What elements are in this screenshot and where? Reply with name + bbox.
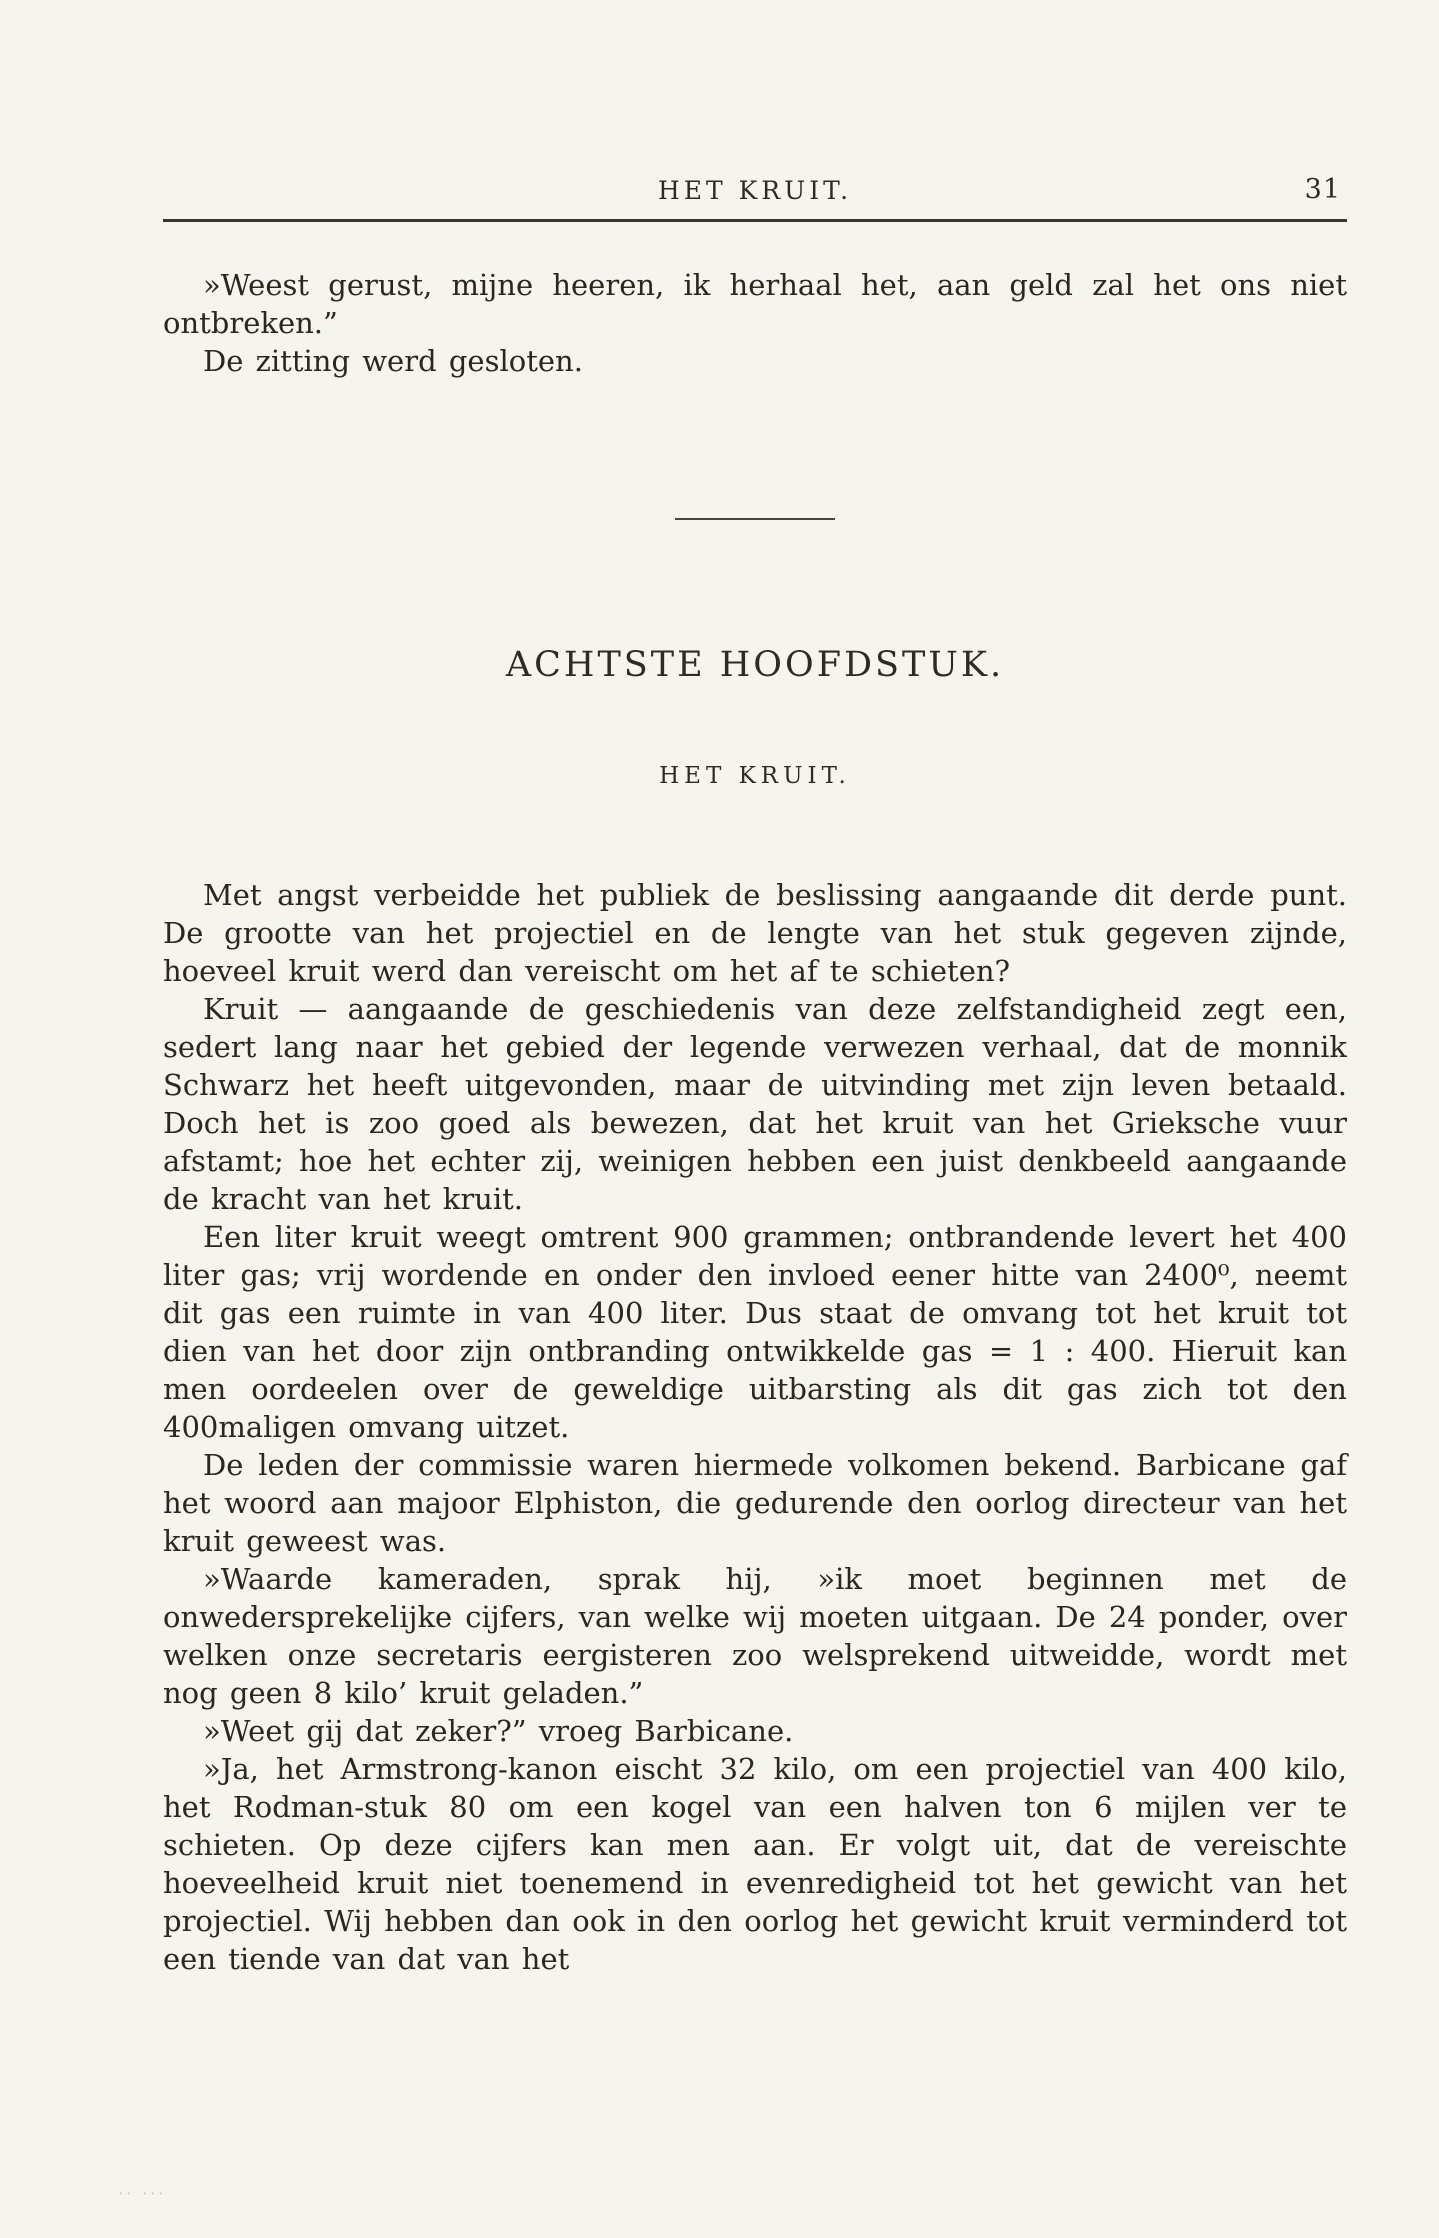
chapter-title: ACHTSTE HOOFDSTUK.: [505, 645, 1005, 685]
paragraph: »Waarde kameraden, sprak hij, »ik moet beginnen met de onwedersprekelijke cijfers, van welke wij moeten uitgaan. De 24 ponder, over welken onze secretaris eergisteren zoo welsprekend uitweidde, wordt met nog geen 8 kilo’ kruit geladen.”: [163, 1562, 1347, 1710]
chapter-subtitle: HET KRUIT.: [659, 763, 851, 789]
paragraph: Kruit — aangaande de geschiedenis van deze zelfstandigheid zegt een, sedert lang naar het gebied der legende verwezen verhaal, dat de monnik Schwarz het heeft uitgevonden, maar de uitvinding met zijn leven betaald. Doch het is zoo goed als bewezen, dat het kruit van het Grieksche vuur afstamt; hoe het echter zij, weinigen hebben een juist denkbeeld aangaande de kracht van het kruit.: [163, 992, 1347, 1216]
running-title: HET KRUIT.: [657, 176, 853, 205]
scan-smudge: ·· ···: [118, 2184, 167, 2203]
chapter-body: [163, 876, 1347, 1978]
page-number: 31: [1304, 174, 1341, 205]
intro-section: [163, 266, 1347, 380]
section-divider: [675, 518, 835, 520]
paragraph: De leden der commissie waren hiermede volkomen bekend. Barbicane gaf het woord aan majoor Elphiston, die gedurende den oorlog directeur van het kruit geweest was.: [163, 1448, 1347, 1558]
paragraph: »Weet gij dat zeker?” vroeg Barbicane.: [203, 1714, 794, 1748]
paragraph: »Ja, het Armstrong-kanon eischt 32 kilo, om een projectiel van 400 kilo, het Rodman-stuk 80 om een kogel van een halven ton 6 mijlen ver te schieten. Op deze cijfers kan men aan. Er volgt uit, dat de vereischte hoeveelheid kruit niet toenemend in evenredigheid tot het gewicht van het projectiel. Wij hebben dan ook in den oorlog het gewicht kruit verminderd tot een tiende van dat van het: [163, 1752, 1347, 1976]
paragraph: »Weest gerust, mijne heeren, ik herhaal het, aan geld zal het ons niet ontbreken.”: [163, 268, 1347, 340]
page-header: [163, 174, 1347, 205]
header-rule: [163, 219, 1347, 222]
paragraph: Met angst verbeidde het publiek de beslissing aangaande dit derde punt. De grootte van het projectiel en de lengte van het stuk gegeven zijnde, hoeveel kruit werd dan vereischt om het af te schieten?: [163, 878, 1347, 988]
paragraph: Een liter kruit weegt omtrent 900 grammen; ontbrandende levert het 400 liter gas; vrij wordende en onder den invloed eener hitte van 2400⁰, neemt dit gas een ruimte in van 400 liter. Dus staat de omvang tot het kruit tot dien van het door zijn ontbranding ontwikkelde gas = 1 : 400. Hieruit kan men oordeelen over de geweldige uitbarsting als dit gas zich tot den 400maligen omvang uitzet.: [163, 1220, 1347, 1444]
paragraph: De zitting werd gesloten.: [203, 344, 583, 378]
